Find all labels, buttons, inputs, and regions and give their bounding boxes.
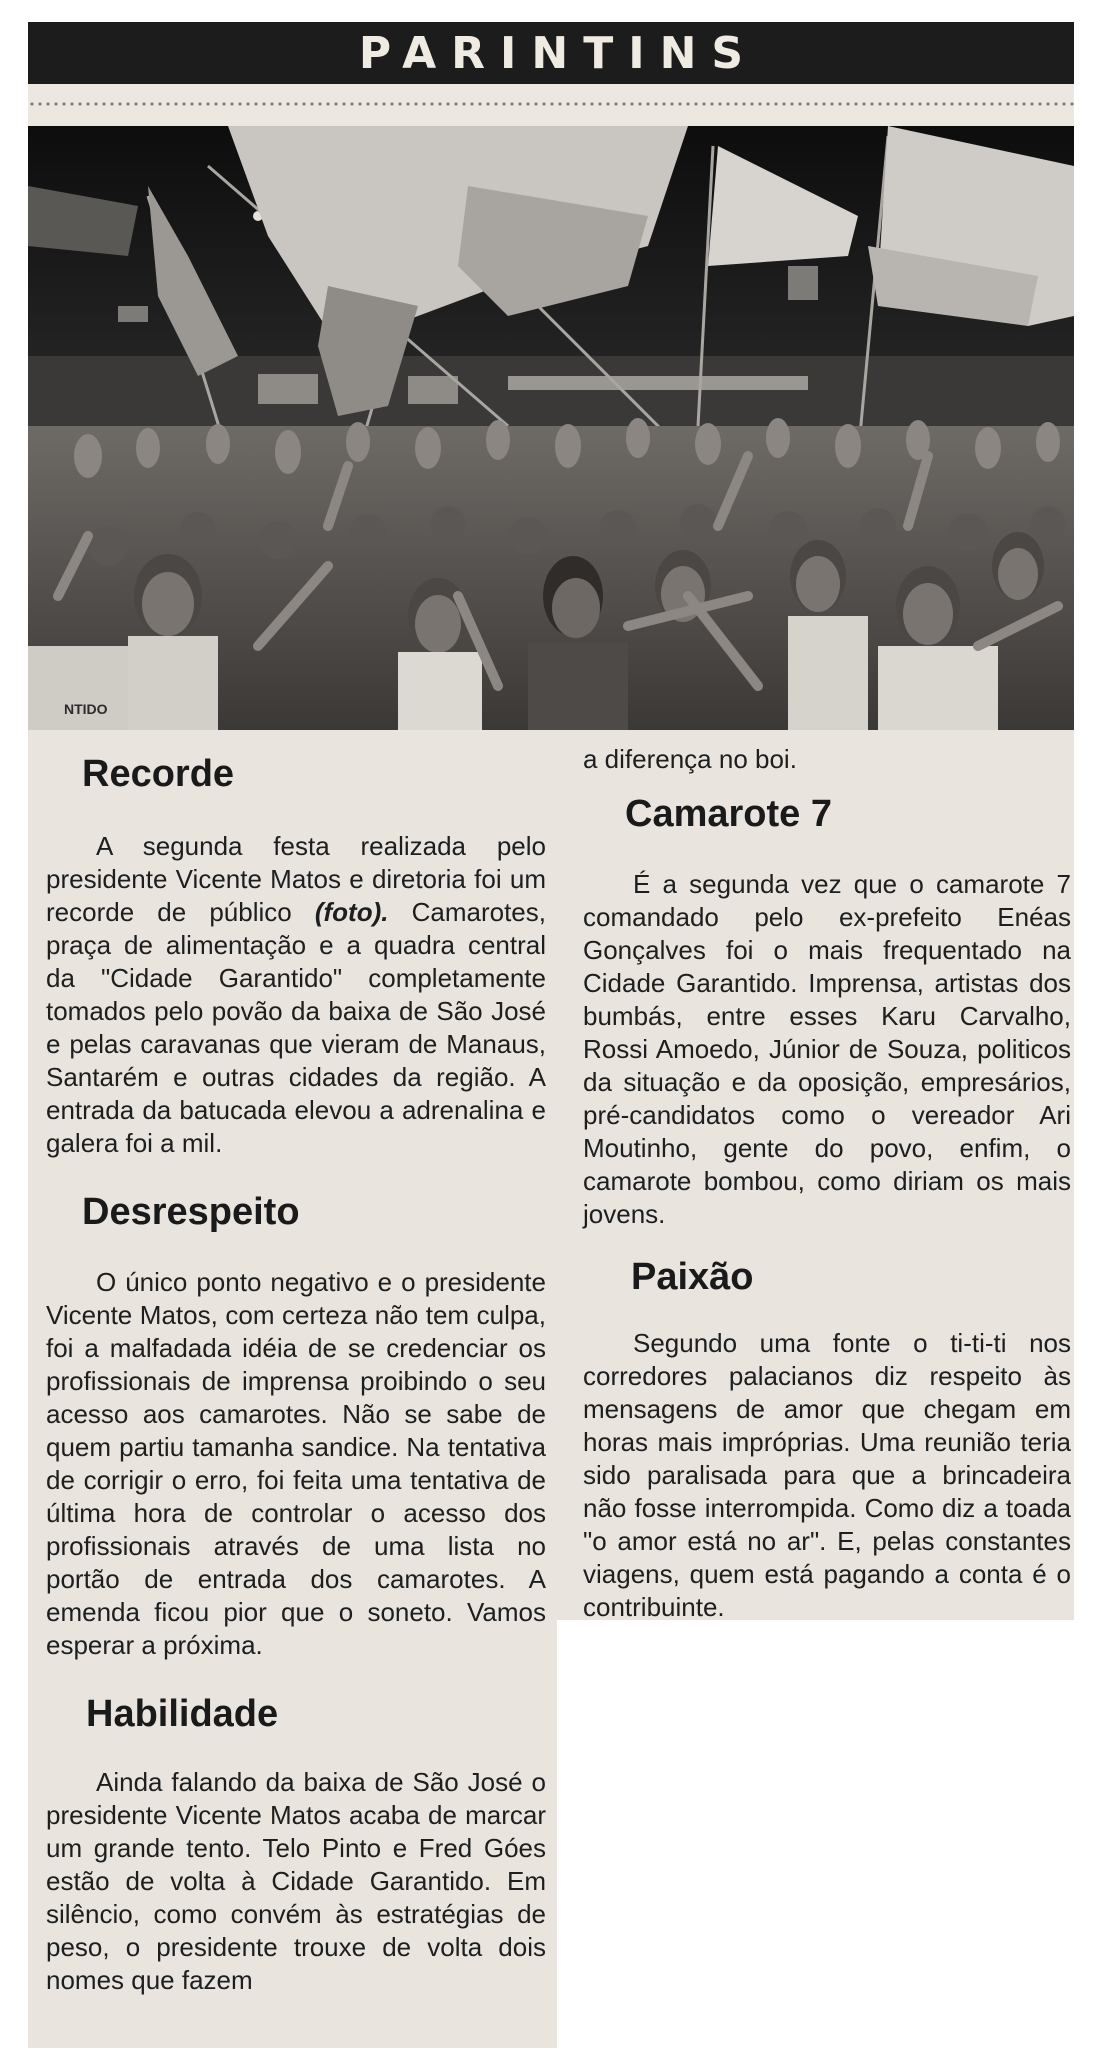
shirt-text: NTIDO bbox=[64, 701, 108, 717]
body-desrespeito: O único ponto negativo e o presidente Vicente Matos, com certeza não tem culpa, foi a malfadada idéia de se credenciar os profissionais de imprensa proibindo o seu acesso aos camarotes. Não se sabe de quem partiu tamanha sandice. Na tentativa de corrigir o erro, foi feita uma tentativa de última hora de controlar o acesso dos profissionais através de uma lista no portão de entrada dos camarotes. A emenda ficou pior que o soneto. Vamos esperar a próxima. bbox=[46, 1267, 546, 1660]
body-habilidade: Ainda falando da baixa de São José o presidente Vicente Matos acaba de marcar um grande tento. Telo Pinto e Fred Góes estão de volta à Cidade Garantido. Em silêncio, como convém às estratégias de peso, o presidente trouxe de volta dois nomes que fazem bbox=[46, 1767, 546, 1995]
body-camarote-7: É a segunda vez que o camarote 7 comandado pelo ex-prefeito Enéas Gonçalves foi o mais frequentado na Cidade Garantido. Imprensa, artistas dos bumbás, entre esses Karu Carvalho, Rossi Amoedo, Júnior de Souza, politicos da situação e da oposição, empresários, pré-candidatos como o vereador Ari Moutinho, gente do povo, enfim, o camarote bombou, como diriam os mais jovens. bbox=[583, 869, 1071, 1229]
body-recorde: A segunda festa realizada pelo presidente Vicente Matos e diretoria foi um recorde de público (foto). Camarotes, praça de alimentação e a quadra central da "Cidade Garantido" completamente tomados pelo povão da baixa de São José e pelas caravanas que vieram de Manaus, Santarém e outras cidades da região. A entrada da batucada elevou a adrenalina e galera foi a mil. bbox=[46, 831, 546, 1158]
section-header bbox=[28, 22, 1074, 84]
body-habilidade-continued: a diferença no boi. bbox=[583, 744, 797, 774]
photo-reference: (foto). bbox=[314, 897, 389, 927]
heading-desrespeito: Desrespeito bbox=[82, 1191, 300, 1233]
left-column bbox=[46, 752, 546, 1997]
blank-area bbox=[557, 1620, 1087, 2069]
section-title: PARINTINS bbox=[358, 27, 759, 79]
heading-habilidade: Habilidade bbox=[86, 1693, 279, 1735]
dotted-rule bbox=[28, 84, 1074, 126]
heading-recorde: Recorde bbox=[82, 753, 235, 795]
heading-paixao: Paixão bbox=[631, 1256, 754, 1298]
body-paixao: Segundo uma fonte o ti-ti-ti nos corredores palacianos diz respeito às mensagens de amor que chegam em horas mais impróprias. Uma reunião teria sido paralisada para que a brincadeira não fosse interrompida. Como diz a toada "o amor está no ar". E, pelas constantes viagens, quem está pagando a conta é o contribuinte. bbox=[583, 1328, 1071, 1622]
crowd-photo bbox=[28, 126, 1074, 730]
heading-camarote-7: Camarote 7 bbox=[625, 793, 832, 835]
right-column bbox=[583, 743, 1071, 1624]
